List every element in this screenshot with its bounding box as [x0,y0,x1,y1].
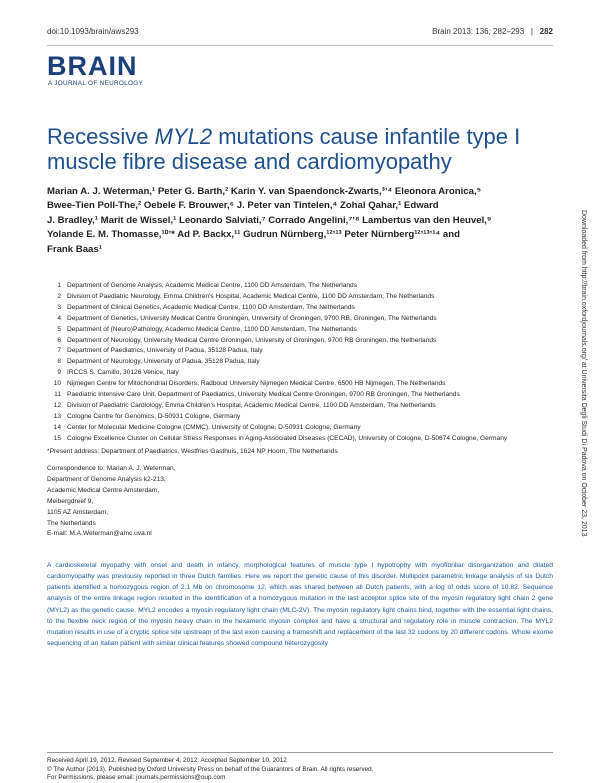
affiliation-text: Department of Clinical Genetics, Academic Medical Centre, 1100 DD Amsterdam, The Netherlands [67,303,355,311]
author-line: J. Bradley,¹ Marit de Wissel,¹ Leonardo Salviati,⁷ Corrado Angelini,⁷ʼ⁸ Lambertus van den Heuvel,⁹ [47,214,492,226]
journal-citation: Brain 2013: 136; 282–293 | 282 [432,27,553,36]
affiliation-number: 15 [53,434,61,442]
journal-logo: BRAIN [47,51,138,81]
affiliation-item [47,423,557,434]
affiliation-number: 2 [57,292,61,300]
affiliation-text: Department of Paediatrics, University of Padua, 35128 Padua, Italy [67,347,263,355]
affiliation-number: 3 [57,303,61,311]
abstract-text: A cardioskeletal myopathy with onset and death in infancy, morphological features of muscle type I hypotrophy with myofibrillar disorganization and dilated cardiomyopathy was previously reported in three Dutch families. Here we report the genetic cause of this disorder. Multipoint parametric linkage analysis of six Dutch patients identified a homozygous region of 2.1 Mb on chromosome 12, which was shared between all Dutch patients, with a log of odds score of 10.82. Sequence analysis of the entire linkage region resulted in the identification of a homozygous mutation in the last acceptor splice site of the myosin regulatory light chain 2 gene (MYL2) as the genetic cause. MYL2 encodes a myosin regulatory light chain (MLC-2V). The myosin regulatory light chains bind, together with the essential light chains, to the flexible neck region of the myosin heavy chain in the hexameric myosin complex and have a structural and regulatory role in muscle contraction. The MYL2 mutation results in use of a cryptic splice site upstream of the last exon causing a frameshift and replacement of the last 32 codons by 20 different codons. Whole exome sequencing of an Italian patient with similar clinical features showed compound heterozygosity [47,562,553,648]
download-watermark-text[interactable]: Downloaded from http://brain.oxfordjournals.org/ at Universita Degli Studi Di Padova on October 23, 2013 [580,210,587,537]
affiliation-text: Division of Paediatric Cardiology, Emma Children's Hospital, Academic Medical Centre, 1100 DD Amsterdam, The Netherlands [67,401,436,409]
article-footer [47,757,373,783]
affiliation-text: Center for Molecular Medicine Cologne (CMMC), University of Cologne, D-50931 Cologne, Germany [67,423,361,431]
affiliation-item [47,434,557,445]
footer-divider [47,752,553,753]
received-dates: Received April 19, 2012. Revised September 4, 2012. Accepted September 10, 2012 [47,757,287,764]
affiliation-item [47,401,557,412]
affiliation-number: 5 [57,325,61,333]
permissions-notice: For Permissions, please email: journals.permissions@oup.com [47,774,226,782]
affiliation-text: Nijmegen Centre for Mitochondrial Disorders, Radboud University Nijmegen Medical Centre, 6500 HB Nijmegen, The Netherlands [67,380,446,388]
header-divider [47,45,553,46]
affiliation-item [47,368,557,379]
article-title: Recessive MYL2 mutations cause infantile type I muscle fibre disease and cardiomyopathy [47,124,521,174]
affiliation-text: Department of Genetics, University Medical Centre Groningen, University of Groningen, 9700 RB, Groningen, The Netherlands [67,314,437,322]
email-link[interactable]: E-mail: M.A.Weterman@amc.uva.nl [47,530,152,538]
affiliation-text: Cologne Centre for Genomics, D-50931 Cologne, Germany [67,412,241,420]
affiliation-number: 13 [53,412,61,420]
affiliation-text: Cologne Excellence Cluster on Cellular Stress Responses in Aging-Associated Diseases (CECAD), University of Cologne, D-50674 Cologne, Germany [67,434,508,442]
doi-link[interactable]: doi:10.1093/brain/aws293 [47,27,139,36]
affiliation-number: 9 [57,369,61,377]
citation-text: Brain 2013: 136; 282–293 [432,27,525,36]
author-line: Marian A. J. Weterman,¹ Peter G. Barth,² Karin Y. van Spaendonck-Zwarts,³ʼ⁴ Eleonora Aronica,⁵ [47,186,482,197]
author-line: Frank Baas¹ [47,243,102,255]
affiliation-number: 4 [57,314,61,322]
affiliation-text: Department of (Neuro)Pathology, Academic Medical Centre, 1100 DD Amsterdam, The Netherlands [67,325,357,333]
correspondence-line: Academic Medical Centre Amsterdam, [47,486,160,494]
affiliation-item [47,325,557,336]
journal-subtitle: A JOURNAL OF NEUROLOGY [48,80,144,87]
correspondence-line: Meibergdreef 9, [47,497,94,505]
affiliation-number: 6 [57,336,61,344]
correspondence-line: The Netherlands [47,519,96,527]
affiliation-item [47,390,557,401]
correspondence-line: Department of Genome Analysis k2-213, [47,475,166,483]
affiliation-item [47,346,557,357]
author-list [47,185,547,257]
running-header [47,27,553,41]
affiliation-number: 11 [54,391,61,399]
affiliation-number: 7 [57,347,61,355]
correspondence-line: 1105 AZ Amsterdam, [47,508,109,516]
affiliation-item [47,281,557,292]
gene-name: MYL2 [154,124,213,149]
affiliation-item [47,412,557,423]
affiliation-list [47,281,557,445]
affiliation-number: 14 [53,423,61,431]
affiliation-item [47,336,557,347]
copyright-notice: © The Author (2013). Published by Oxford University Press on behalf of the Guarantors of Brain. All rights reserved. [47,765,374,773]
affiliation-item [47,357,557,368]
affiliation-number: 12 [53,401,61,409]
affiliation-text: Paediatric Intensive Care Unit, Department of Paediatrics, University Medical Centre Groningen, 9700 RB Groningen, The Netherlands [67,391,460,399]
affiliation-text: IRCCS S. Camillo, 30126 Venice, Italy [67,369,179,377]
affiliation-item [47,314,557,325]
present-address: *Present address: Department of Paediatrics, Westfries Gasthuis, 1624 NP Hoorn, The Netherlands [47,448,338,455]
affiliation-text: Department of Neurology, University Medical Centre Groningen, University of Groningen, 9700 RB Groningen, the Netherlands [67,336,437,344]
page-number: 282 [539,27,553,36]
affiliation-number: 8 [57,358,61,366]
affiliation-item [47,379,557,390]
affiliation-number: 1 [57,282,61,289]
affiliation-text: Department of Neurology, University of Padua, 35128 Padua, Italy [67,358,260,366]
correspondence-line: Correspondence to: Marian A. J. Weterman, [47,465,176,472]
affiliation-number: 10 [53,380,61,388]
affiliation-item [47,292,557,303]
correspondence-block [47,464,176,540]
affiliation-item [47,303,557,314]
affiliation-text: Department of Genome Analysis, Academic Medical Centre, 1100 DD Amsterdam, The Netherlands [67,282,358,289]
download-watermark [577,210,589,550]
affiliation-text: Division of Paediatric Neurology, Emma Children's Hospital, Academic Medical Centre, 1100 DD Amsterdam, The Netherlands [67,292,435,300]
author-line: Bwee-Tien Poll-The,² Oebele F. Brouwer,⁶ J. Peter van Tintelen,⁴ Zohal Qahar,¹ Edward [47,200,439,212]
author-line: Yolande E. M. Thomasse,¹⁰ʼ* Ad P. Backx,¹¹ Gudrun Nürnberg,¹²ʼ¹³ Peter Nürnberg¹²ʼ¹³ʼ¹⁴ and [47,229,460,241]
